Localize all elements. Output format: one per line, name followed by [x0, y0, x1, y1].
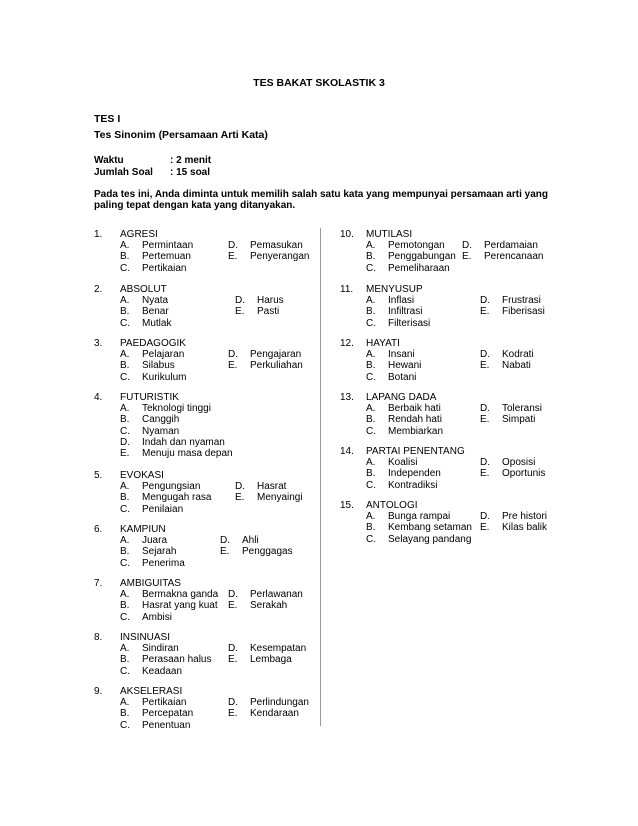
option-text: Kilas balik [502, 522, 548, 534]
option-letter: D. [480, 403, 490, 415]
option-text: Pasti [257, 306, 280, 318]
option-letter: B. [120, 414, 130, 426]
option-letter: A. [366, 403, 376, 415]
question-number: 13. [340, 392, 354, 403]
column-divider [320, 228, 321, 726]
option-text: Penentuan [142, 719, 191, 731]
option-text: Hasrat [257, 481, 287, 493]
question-number: 2. [94, 284, 103, 295]
option-text: Perlindungan [250, 697, 309, 709]
option-letter: D. [480, 457, 490, 469]
option-text: Oposisi [502, 457, 536, 469]
option-text: Oportunis [502, 468, 546, 480]
option-text: Nyaman [142, 425, 180, 437]
option-letter: A. [120, 403, 130, 415]
count-value: : 15 soal [170, 167, 211, 178]
option-letter: B. [120, 360, 130, 372]
option-letter: B. [366, 251, 376, 263]
option-text: Lembaga [250, 654, 292, 666]
question-word: AKSELERASI [120, 686, 183, 697]
option-text: Benar [142, 306, 169, 318]
option-letter: B. [366, 468, 376, 480]
question-word: ANTOLOGI [366, 500, 418, 511]
option-text: Kurikulum [142, 371, 187, 383]
question-word: INSINUASI [120, 632, 171, 643]
option-letter: A. [120, 295, 130, 307]
instructions-line-2: paling tepat dengan kata yang ditanyakan. [94, 200, 296, 211]
option-text: Kontradiksi [388, 479, 438, 491]
option-letter: D. [120, 436, 130, 448]
option-letter: E. [120, 448, 130, 459]
option-text: Membiarkan [388, 425, 444, 437]
option-text: Koalisi [388, 457, 418, 469]
option-text: Filterisasi [388, 317, 431, 329]
time-value: : 2 menit [170, 155, 212, 166]
option-letter: E. [235, 306, 245, 318]
option-letter: C. [366, 262, 376, 274]
option-letter: E. [228, 600, 238, 612]
subsection-heading: Tes Sinonim (Persamaan Arti Kata) [94, 129, 268, 141]
option-letter: D. [228, 240, 238, 252]
option-text: Indah dan nyaman [142, 436, 225, 448]
option-letter: B. [366, 360, 376, 372]
option-text: Ambisi [142, 611, 173, 623]
option-letter: C. [366, 425, 376, 437]
instructions [94, 189, 548, 211]
option-text: Perasaan halus [142, 654, 212, 666]
question-word: PAEDAGOGIK [120, 338, 186, 349]
page-title: TES BAKAT SKOLASTIK 3 [253, 77, 385, 89]
section-heading: TES I [94, 113, 121, 125]
option-letter: D. [228, 643, 238, 655]
option-text: Simpati [502, 414, 536, 426]
question-word: MENYUSUP [366, 284, 423, 295]
option-text: Sindiran [142, 643, 179, 655]
option-letter: B. [120, 306, 130, 318]
option-letter: C. [120, 719, 130, 731]
option-text: Frustrasi [502, 295, 541, 307]
option-letter: D. [228, 349, 238, 361]
question-word: AGRESI [120, 229, 158, 240]
option-letter: C. [366, 533, 376, 545]
option-letter: A. [366, 240, 376, 252]
option-letter: B. [366, 522, 376, 534]
count-label: Jumlah Soal [94, 167, 153, 178]
option-text: Mengugah rasa [142, 492, 212, 504]
option-text: Serakah [250, 600, 288, 612]
option-letter: B. [366, 306, 376, 318]
option-text: Pre histori [502, 511, 548, 523]
option-text: Hasrat yang kuat [142, 600, 218, 612]
option-letter: C. [120, 665, 130, 677]
option-letter: D. [480, 349, 490, 361]
option-letter: E. [480, 468, 490, 480]
option-text: Kembang setaman [388, 522, 472, 534]
option-text: Pelajaran [142, 349, 185, 361]
option-letter: E. [228, 360, 238, 372]
option-text: Pengajaran [250, 349, 302, 361]
option-text: Infiltrasi [388, 306, 423, 318]
option-text: Nabati [502, 360, 531, 372]
option-text: Percepatan [142, 708, 194, 720]
option-text: Sejarah [142, 546, 177, 558]
option-letter: A. [120, 481, 130, 493]
time-label: Waktu [94, 155, 124, 166]
question-number: 14. [340, 446, 354, 457]
option-text: Insani [388, 349, 415, 361]
option-text: Ahli [242, 535, 259, 547]
option-letter: C. [120, 425, 130, 437]
option-letter: B. [120, 654, 130, 666]
question-number: 8. [94, 632, 103, 643]
option-letter: E. [228, 251, 238, 263]
option-letter: C. [120, 262, 130, 274]
option-text: Selayang pandang [388, 533, 472, 545]
option-letter: E. [480, 360, 490, 372]
option-text: Nyata [142, 295, 169, 307]
option-letter: B. [120, 546, 130, 558]
option-letter: E. [480, 306, 490, 318]
option-text: Perkuliahan [250, 360, 303, 372]
option-letter: A. [366, 295, 376, 307]
option-text: Pemotongan [388, 240, 445, 252]
option-text: Menyaingi [257, 492, 303, 504]
option-letter: A. [120, 697, 130, 709]
option-letter: B. [366, 414, 376, 426]
option-letter: D. [235, 295, 245, 307]
option-text: Bermakna ganda [142, 589, 219, 601]
option-text: Menuju masa depan [142, 448, 233, 459]
question-number: 3. [94, 338, 103, 349]
option-letter: C. [366, 479, 376, 491]
option-text: Pertemuan [142, 251, 191, 263]
option-letter: E. [228, 654, 238, 666]
option-letter: A. [366, 457, 376, 469]
option-text: Mutlak [142, 317, 172, 329]
option-letter: A. [366, 511, 376, 523]
option-letter: C. [120, 317, 130, 329]
option-text: Botani [388, 371, 417, 383]
option-letter: A. [120, 643, 130, 655]
option-text: Fiberisasi [502, 306, 545, 318]
question-number: 10. [340, 229, 354, 240]
option-text: Penerima [142, 557, 185, 569]
question-word: ABSOLUT [120, 284, 167, 295]
option-letter: D. [228, 589, 238, 601]
question-word: FUTURISTIK [120, 392, 179, 403]
option-text: Penilaian [142, 503, 184, 515]
option-letter: B. [120, 600, 130, 612]
question-word: EVOKASI [120, 470, 164, 481]
question-number: 11. [340, 284, 354, 295]
option-text: Bunga rampai [388, 511, 451, 523]
option-letter: C. [120, 371, 130, 383]
option-text: Teknologi tinggi [142, 403, 211, 415]
option-letter: A. [120, 349, 130, 361]
instructions-line-1: Pada tes ini, Anda diminta untuk memilih salah satu kata yang mempunyai persamaan arti yang [94, 189, 548, 200]
option-letter: C. [120, 503, 130, 515]
option-letter: D. [462, 240, 472, 252]
question-number: 9. [94, 686, 103, 697]
option-text: Penyerangan [250, 251, 310, 263]
option-letter: E. [235, 492, 245, 504]
option-text: Inflasi [388, 295, 415, 307]
option-letter: A. [366, 349, 376, 361]
option-text: Independen [388, 468, 441, 480]
option-letter: B. [120, 708, 130, 720]
question-word: LAPANG DADA [366, 392, 437, 403]
option-letter: C. [366, 317, 376, 329]
option-text: Canggih [142, 414, 180, 426]
option-text: Perlawanan [250, 589, 303, 601]
option-text: Kesempatan [250, 643, 307, 655]
question-number: 15. [340, 500, 354, 511]
option-letter: D. [480, 511, 490, 523]
option-text: Pertikaian [142, 697, 187, 709]
option-letter: A. [120, 240, 130, 252]
option-text: Keadaan [142, 665, 183, 677]
option-letter: B. [120, 251, 130, 263]
option-text: Silabus [142, 360, 175, 372]
option-letter: C. [120, 611, 130, 623]
option-text: Penggabungan [388, 251, 456, 263]
question-word: KAMPIUN [120, 524, 166, 535]
question-word: HAYATI [366, 338, 400, 349]
question-word: MUTILASI [366, 229, 413, 240]
option-letter: C. [120, 557, 130, 569]
option-text: Pemeliharaan [388, 262, 450, 274]
option-text: Hewani [388, 360, 422, 372]
question-number: 5. [94, 470, 103, 481]
option-text: Toleransi [502, 403, 543, 415]
question-number: 6. [94, 524, 103, 535]
question-word: PARTAI PENENTANG [366, 446, 465, 457]
question-number: 4. [94, 392, 103, 403]
option-text: Penggagas [242, 546, 293, 558]
option-letter: E. [480, 522, 490, 534]
option-text: Kendaraan [250, 708, 299, 720]
question-number: 1. [94, 229, 103, 240]
option-text: Harus [257, 295, 284, 307]
question-number: 12. [340, 338, 354, 349]
option-letter: D. [220, 535, 230, 547]
option-letter: B. [120, 492, 130, 504]
option-text: Pertikaian [142, 262, 187, 274]
option-letter: D. [235, 481, 245, 493]
option-letter: C. [366, 371, 376, 383]
option-letter: E. [220, 546, 230, 558]
option-text: Kodrati [502, 349, 534, 361]
question-word: AMBIGUITAS [120, 578, 181, 589]
question-number: 7. [94, 578, 103, 589]
option-text: Perencanaan [484, 251, 544, 263]
option-letter: E. [228, 708, 238, 720]
option-text: Pemasukan [250, 240, 303, 252]
option-text: Rendah hati [388, 414, 442, 426]
option-text: Pengungsian [142, 481, 201, 493]
option-text: Berbaik hati [388, 403, 441, 415]
option-letter: A. [120, 589, 130, 601]
option-text: Juara [142, 535, 168, 547]
option-text: Permintaan [142, 240, 194, 252]
option-text: Perdamaian [484, 240, 538, 252]
option-letter: E. [480, 414, 490, 426]
option-letter: E. [462, 251, 472, 263]
option-letter: A. [120, 535, 130, 547]
option-letter: D. [228, 697, 238, 709]
option-letter: D. [480, 295, 490, 307]
